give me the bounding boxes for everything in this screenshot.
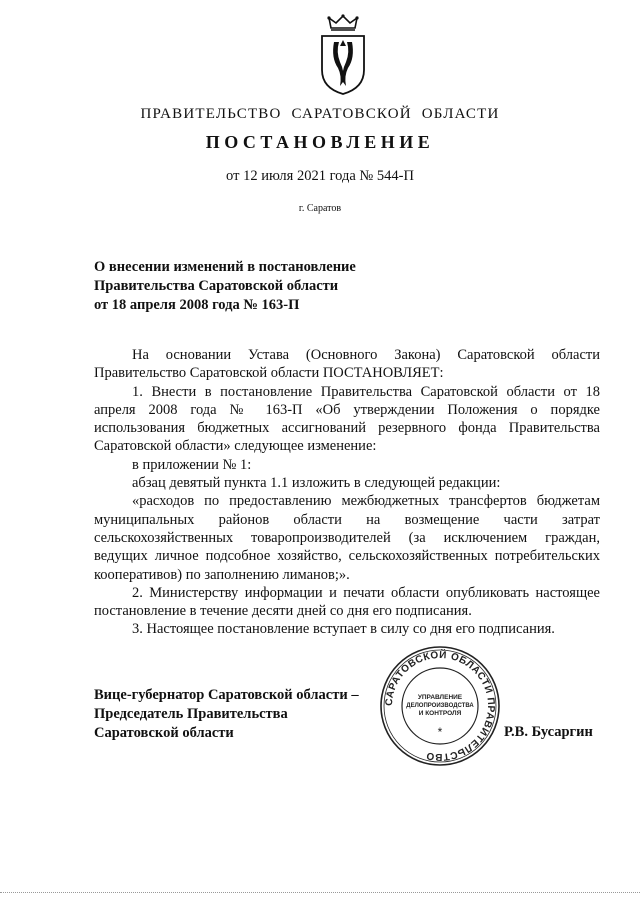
stamp-star: *	[437, 725, 443, 739]
stamp-inner-line: ДЕЛОПРОИЗВОДСТВА	[406, 703, 474, 709]
issuing-authority: ПРАВИТЕЛЬСТВО САРАТОВСКОЙ ОБЛАСТИ	[140, 106, 500, 122]
scan-edge-divider	[0, 892, 640, 899]
body-paragraph: 2. Министерству информации и печати области опубликовать настоящее постановление в течение десяти дней со дня его подписания.	[94, 584, 600, 620]
stamp-inner-line: И КОНТРОЛЯ	[418, 710, 462, 717]
document-subject	[94, 258, 394, 315]
signatory-position	[94, 686, 394, 743]
position-line: Саратовской области	[94, 725, 234, 741]
document-date-number: от 12 июля 2021 года № 544-П	[226, 168, 414, 184]
body-paragraph: На основании Устава (Основного Закона) Саратовской области Правительство Саратовской области ПОСТАНОВЛЯЕТ:	[94, 347, 600, 382]
position-line: Председатель Правительства	[94, 706, 288, 722]
position-line: Вице-губернатор Саратовской области –	[94, 687, 359, 703]
document-body	[94, 346, 600, 639]
body-paragraph: в приложении № 1:	[132, 456, 252, 473]
body-paragraph: 3. Настоящее постановление вступает в силу со дня его подписания.	[132, 621, 555, 638]
document-type: ПОСТАНОВЛЕНИЕ	[205, 132, 435, 152]
stamp-outer-text: САРАТОВСКОЙ ОБЛАСТИ ПРАВИТЕЛЬСТВО	[383, 649, 497, 763]
signatory-name: Р.В. Бусаргин	[504, 724, 593, 740]
coat-of-arms-icon	[318, 14, 368, 96]
body-paragraph: абзац девятый пункта 1.1 изложить в следующей редакции:	[132, 475, 501, 492]
body-paragraph: 1. Внести в постановление Правительства Саратовской области от 18 апреля 2008 года № 163-П «Об утверждении Положения о порядке использования бюджетных ассигнований резервного фонда Правительства Саратовской области» следующее изменение:	[94, 383, 600, 455]
body-paragraph: «расходов по предоставлению межбюджетных трансфертов бюджетам муниципальных районов области на возмещение части затрат сельскохозяйственных товаропроизводителей (за исключением граждан, ведущих личное подсобное хозяйство, сельскохозяйственных потребительских кооперативов) по заполнению лиманов;».	[94, 493, 600, 583]
subject-line: от 18 апреля 2008 года № 163-П	[94, 297, 300, 313]
subject-line: О внесении изменений в постановление	[94, 259, 356, 275]
document-city: г. Саратов	[298, 203, 342, 214]
subject-line: Правительства Саратовской области	[94, 278, 339, 294]
stamp-inner-line: УПРАВЛЕНИЕ	[417, 694, 463, 701]
official-stamp	[378, 644, 502, 768]
